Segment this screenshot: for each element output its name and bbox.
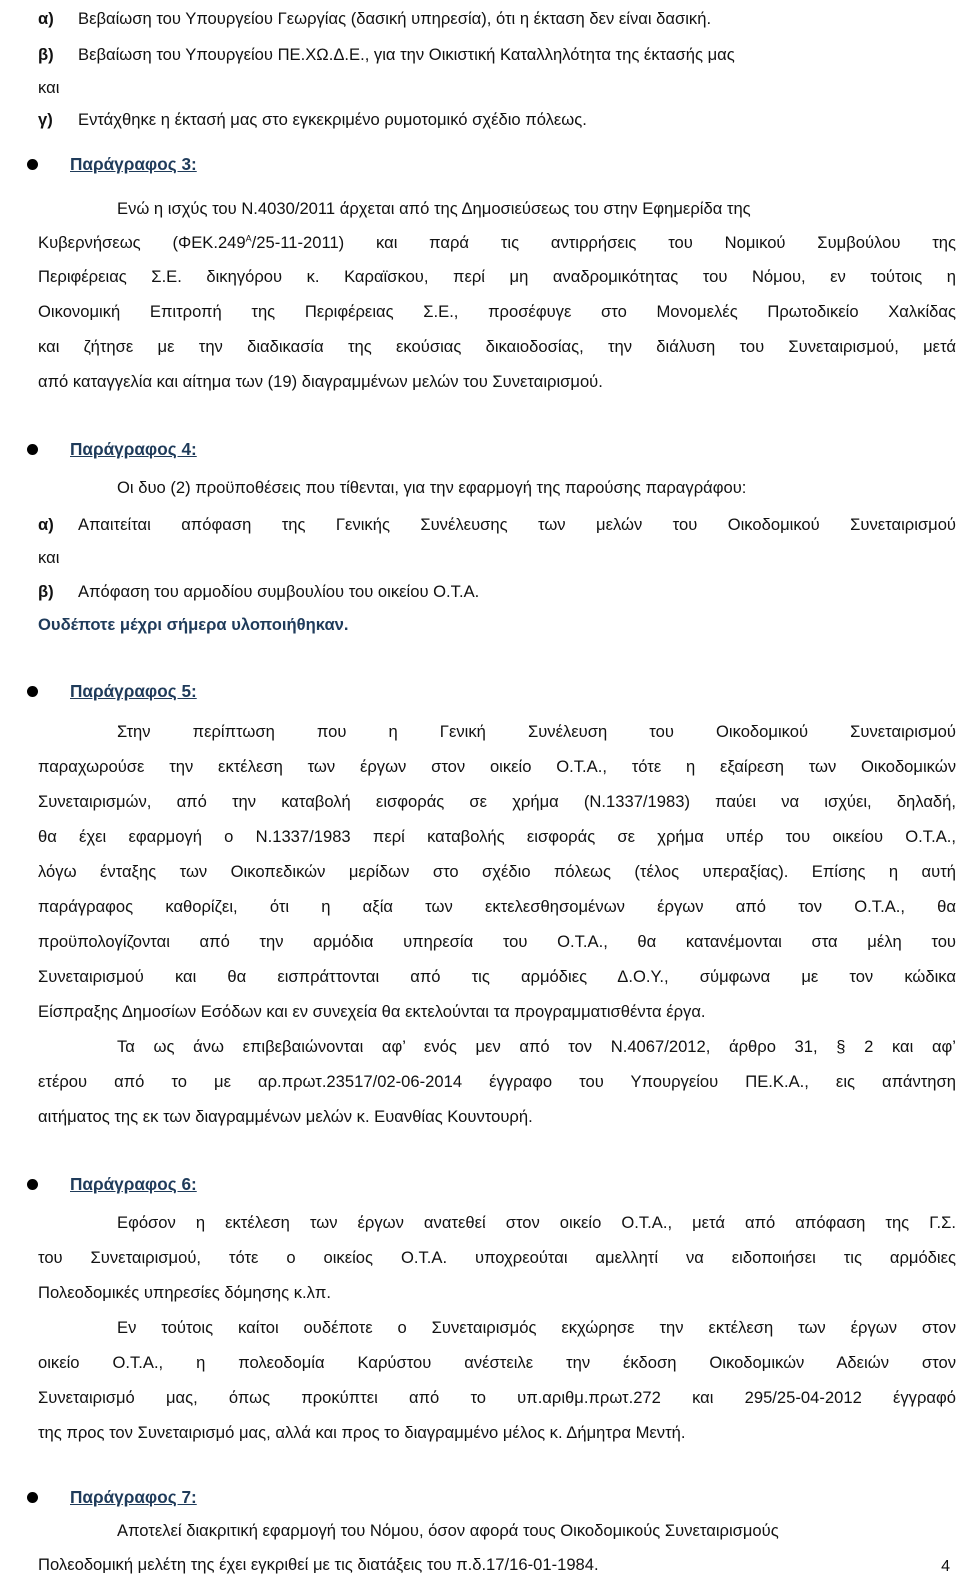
bullet-icon (27, 686, 38, 697)
text-line: της προς τον Συνεταιρισμό μας, αλλά και προς το διαγραμμένο μέλος κ. Δήμητρα Μεντή. (38, 1423, 686, 1442)
page-number: 4 (941, 1558, 950, 1575)
superscript: Α (245, 233, 252, 244)
text-line: οικείο Ο.Τ.Α., η πολεοδομία Καρύστου ανέστειλε την έκδοση Οικοδομικών Αδειών στον (38, 1353, 956, 1372)
paragraph-4-item-a-continuation: και (38, 548, 60, 567)
text-line: Εν τούτοις καίτοι ουδέποτε ο Συνεταιρισμός εκχώρησε την εκτέλεση των έργων στον (117, 1318, 956, 1337)
text-line: Πολεοδομικές υπηρεσίες δόμησης κ.λπ. (38, 1283, 331, 1302)
text-line: Πολεοδομική μελέτη της έχει εγκριθεί με τις διατάξεις του π.δ.17/16-01-1984. (38, 1555, 599, 1574)
paragraph-4-item-a (38, 510, 956, 540)
text-line: του Συνεταιρισμού, τότε ο οικείος Ο.Τ.Α. υποχρεούται αμελλητί να ειδοποιήσει τις αρμόδιες (38, 1248, 956, 1267)
text-line: Οι δυο (2) προϋποθέσεις που τίθενται, για την εφαρμογή της παρούσης παραγράφου: (117, 478, 747, 497)
text-line: αιτήματος της εκ των διαγραμμένων μελών κ. Ευανθίας Κουντουρή. (38, 1107, 533, 1126)
text-fragment: /25-11-2011) και παρά τις αντιρρήσεις του Νομικού Συμβούλου της (251, 233, 956, 252)
item-text: Βεβαίωση του Υπουργείου Γεωργίας (δασική υπηρεσία), ότι η έκταση δεν είναι δασική. (78, 9, 712, 28)
text-line: Τα ως άνω επιβεβαιώνονται αφ’ ενός μεν από τον Ν.4067/2012, άρθρο 31, § 2 και αφ’ (117, 1037, 956, 1056)
text-line: Ενώ η ισχύς του Ν.4030/2011 άρχεται από της Δημοσιεύσεως του στην Εφημερίδα της (117, 199, 751, 218)
paragraph-6-heading: Παράγραφος 6: (70, 1174, 197, 1194)
intro-item-c (38, 105, 956, 135)
text-line: Περιφέρειας Σ.Ε. δικηγόρου κ. Καραϊσκου, περί μη αναδρομικότητας του Νόμου, εν τούτοις η (38, 267, 956, 286)
text-line (38, 228, 956, 258)
text-line: παράγραφος καθορίζει, ότι η αξία των εκτελεσθησομένων έργων από τον Ο.Τ.Α., θα (38, 897, 956, 916)
intro-item-a (38, 4, 956, 34)
paragraph-7-heading: Παράγραφος 7: (70, 1487, 197, 1507)
text-line: Συνεταιρισμό μας, όπως προκύπτει από το υπ.αριθμ.πρωτ.272 και 295/25-04-2012 έγγραφό (38, 1388, 956, 1407)
bold-statement: Ουδέποτε μέχρι σήμερα υλοποιήθηκαν. (38, 615, 349, 634)
paragraph-4-item-b (38, 577, 956, 607)
text-line: λόγω ένταξης των Οικοπεδικών μερίδων στο σχέδιο πόλεως (τέλος υπεραξίας). Επίσης η αυτή (38, 862, 956, 881)
item-text: Απαιτείται απόφαση της Γενικής Συνέλευσης των μελών του Οικοδομικού Συνεταιρισμού (78, 515, 956, 534)
item-label: γ) (38, 110, 53, 129)
text-line: Εφόσον η εκτέλεση των έργων ανατεθεί στον οικείο Ο.Τ.Α., μετά από απόφαση της Γ.Σ. (117, 1213, 956, 1232)
text-line: Συνεταιρισμού και θα εισπράττονται από τις αρμόδιες Δ.Ο.Υ., σύμφωνα με τον κώδικα (38, 967, 956, 986)
item-label: α) (38, 9, 54, 28)
text-line: Είσπραξης Δημοσίων Εσόδων και εν συνεχεία θα εκτελούνται τα προγραμματισθέντα έργα. (38, 1002, 706, 1021)
intro-item-b-continuation: και (38, 78, 60, 97)
text-line: παραχωρούσε την εκτέλεση των έργων στον οικείο Ο.Τ.Α., τότε η εξαίρεση των Οικοδομικών (38, 757, 956, 776)
intro-item-b (38, 40, 956, 70)
paragraph-4-heading: Παράγραφος 4: (70, 439, 197, 459)
item-text: Εντάχθηκε η έκτασή μας στο εγκεκριμένο ρυμοτομικό σχέδιο πόλεως. (78, 110, 587, 129)
item-text: Βεβαίωση του Υπουργείου ΠΕ.ΧΩ.Δ.Ε., για την Οικιστική Καταλληλότητα της έκτασής μας (78, 45, 735, 64)
bullet-icon (27, 1179, 38, 1190)
text-line: από καταγγελία και αίτημα των (19) διαγραμμένων μελών του Συνεταιρισμού. (38, 372, 603, 391)
text-line: Συνεταιρισμών, από την καταβολή εισφοράς σε χρήμα (Ν.1337/1983) παύει να ισχύει, δηλαδή, (38, 792, 956, 811)
paragraph-3-heading: Παράγραφος 3: (70, 154, 197, 174)
text-line: Οικονομική Επιτροπή της Περιφέρειας Σ.Ε., προσέφυγε στο Μονομελές Πρωτοδικείο Χαλκίδας (38, 302, 956, 321)
bullet-icon (27, 444, 38, 455)
bullet-icon (27, 1492, 38, 1503)
paragraph-5-heading: Παράγραφος 5: (70, 681, 197, 701)
text-line: προϋπολογίζονται από την αρμόδια υπηρεσία του Ο.Τ.Α., θα κατανέμονται στα μέλη του (38, 932, 956, 951)
item-text: Απόφαση του αρμοδίου συμβουλίου του οικείου Ο.Τ.Α. (78, 582, 480, 601)
text-line: Αποτελεί διακριτική εφαρμογή του Νόμου, όσον αφορά τους Οικοδομικούς Συνεταιρισμούς (117, 1521, 779, 1540)
bullet-icon (27, 159, 38, 170)
item-label: β) (38, 582, 54, 601)
text-fragment: Κυβερνήσεως (ΦΕΚ.249 (38, 233, 246, 252)
item-label: α) (38, 515, 54, 534)
text-line: θα έχει εφαρμογή ο Ν.1337/1983 περί καταβολής εισφοράς σε χρήμα υπέρ του οικείου Ο.Τ.Α., (38, 827, 956, 846)
text-line: και ζήτησε με την διαδικασία της εκούσιας δικαιοδοσίας, την διάλυση του Συνεταιρισμού, μετά (38, 337, 956, 356)
text-line: ετέρου από το με αρ.πρωτ.23517/02-06-2014 έγγραφο του Υπουργείου ΠΕ.Κ.Α., εις απάντηση (38, 1072, 956, 1091)
text-line: Στην περίπτωση που η Γενική Συνέλευση του Οικοδομικού Συνεταιρισμού (117, 722, 956, 741)
item-label: β) (38, 45, 54, 64)
